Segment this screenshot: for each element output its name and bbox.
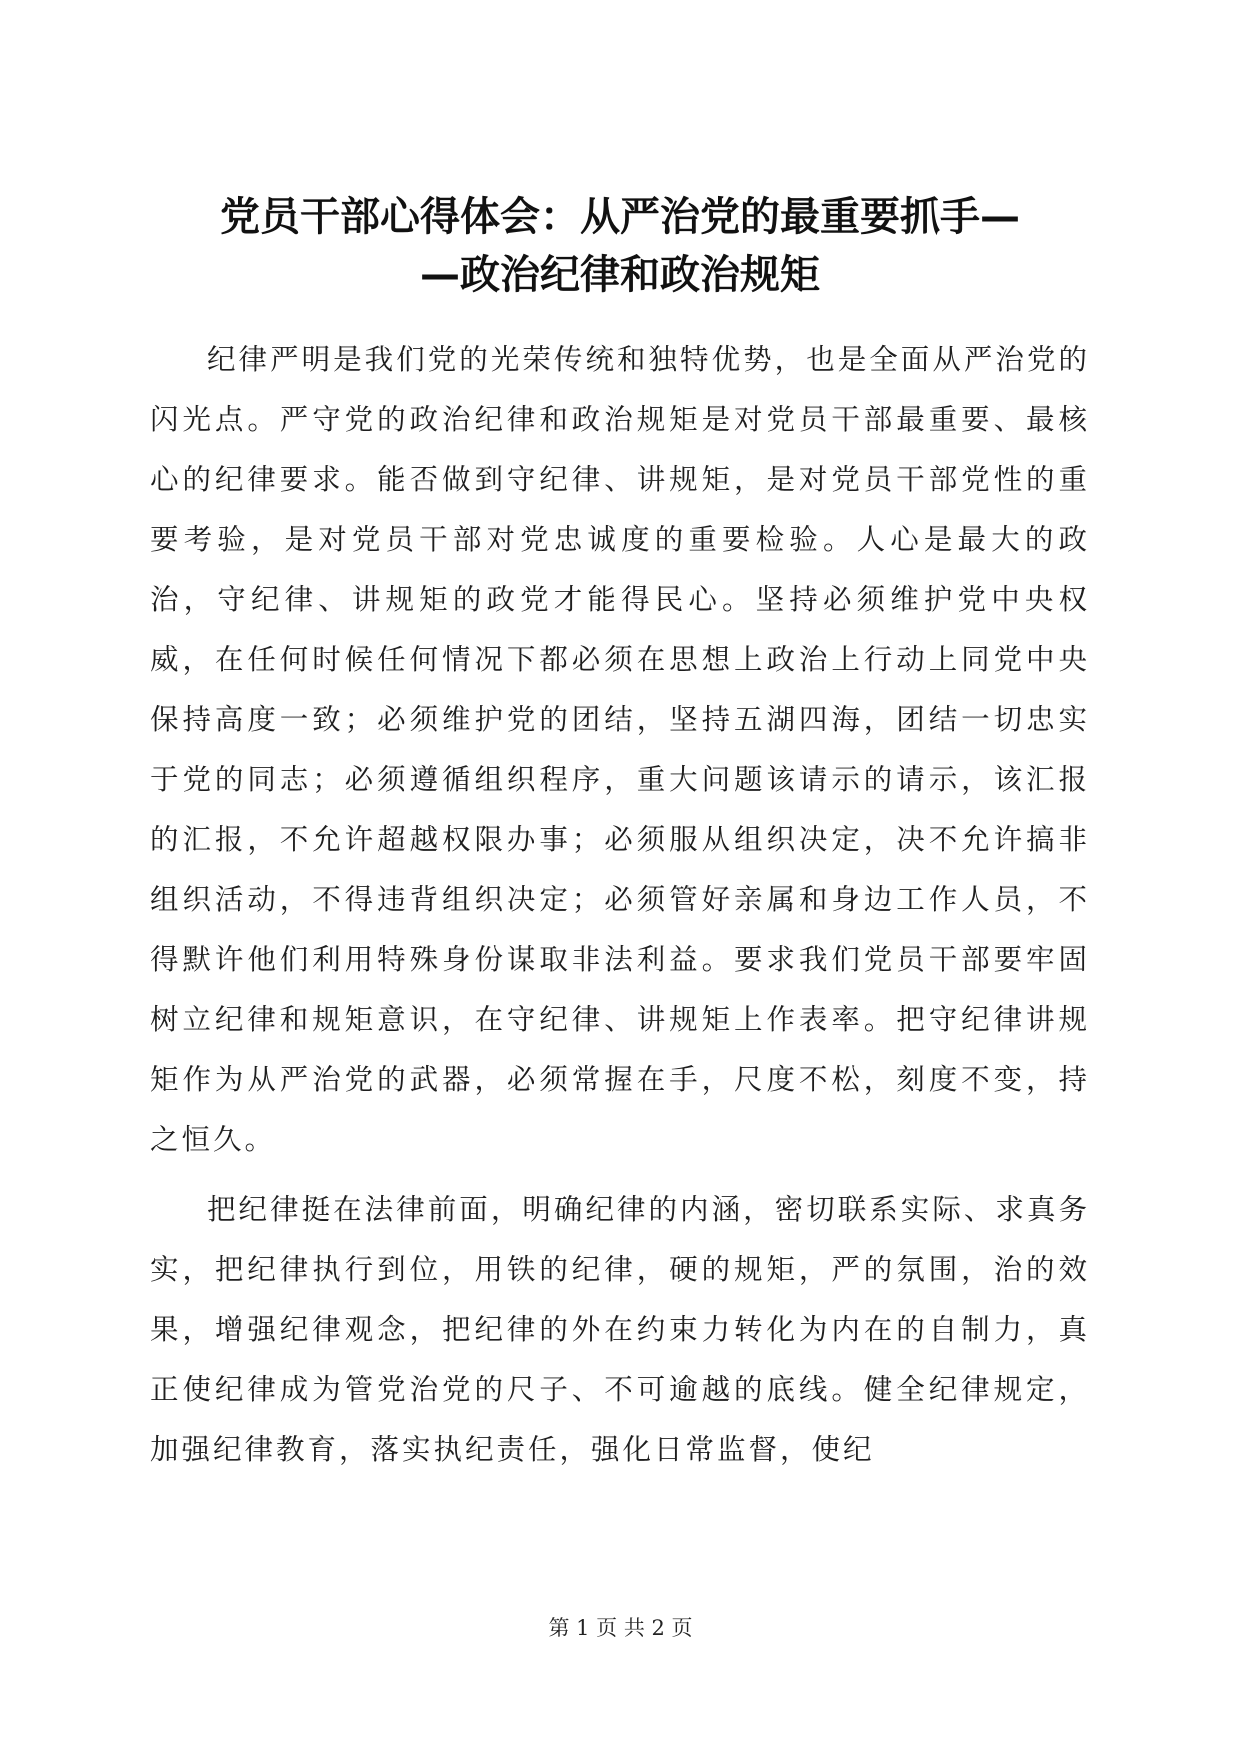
- document-title: [150, 188, 1090, 304]
- title-line-2: —政治纪律和政治规矩: [420, 252, 820, 298]
- paragraph-1: 纪律严明是我们党的光荣传统和独特优势，也是全面从严治党的闪光点。严守党的政治纪律和政治规矩是对党员干部最重要、最核心的纪律要求。能否做到守纪律、讲规矩，是对党员干部党性的重要考验，是对党员干部对党忠诚度的重要检验。人心是最大的政治，守纪律、讲规矩的政党才能得民心。坚持必须维护党中央权威，在任何时候任何情况下都必须在思想上政治上行动上同党中央保持高度一致；必须维护党的团结，坚持五湖四海，团结一切忠实于党的同志；必须遵循组织程序，重大问题该请示的请示，该汇报的汇报，不允许超越权限办事；必须服从组织决定，决不允许搞非组织活动，不得违背组织决定；必须管好亲属和身边工作人员，不得默许他们利用特殊身份谋取非法利益。要求我们党员干部要牢固树立纪律和规矩意识，在守纪律、讲规矩上作表率。把守纪律讲规矩作为从严治党的武器，必须常握在手，尺度不松，刻度不变，持之恒久。: [150, 343, 1090, 1156]
- document-body: [150, 330, 1090, 1480]
- paragraph-2: 把纪律挺在法律前面，明确纪律的内涵，密切联系实际、求真务实，把纪律执行到位，用铁的纪律，硬的规矩，严的氛围，治的效果，增强纪律观念，把纪律的外在约束力转化为内在的自制力，真正使纪律成为管党治党的尺子、不可逾越的底线。健全纪律规定，加强纪律教育，落实执纪责任，强化日常监督，使纪: [150, 1193, 1090, 1466]
- page-number-footer: 第 1 页 共 2 页: [548, 1616, 693, 1640]
- title-line-1: 党员干部心得体会：从严治党的最重要抓手—: [220, 194, 1020, 240]
